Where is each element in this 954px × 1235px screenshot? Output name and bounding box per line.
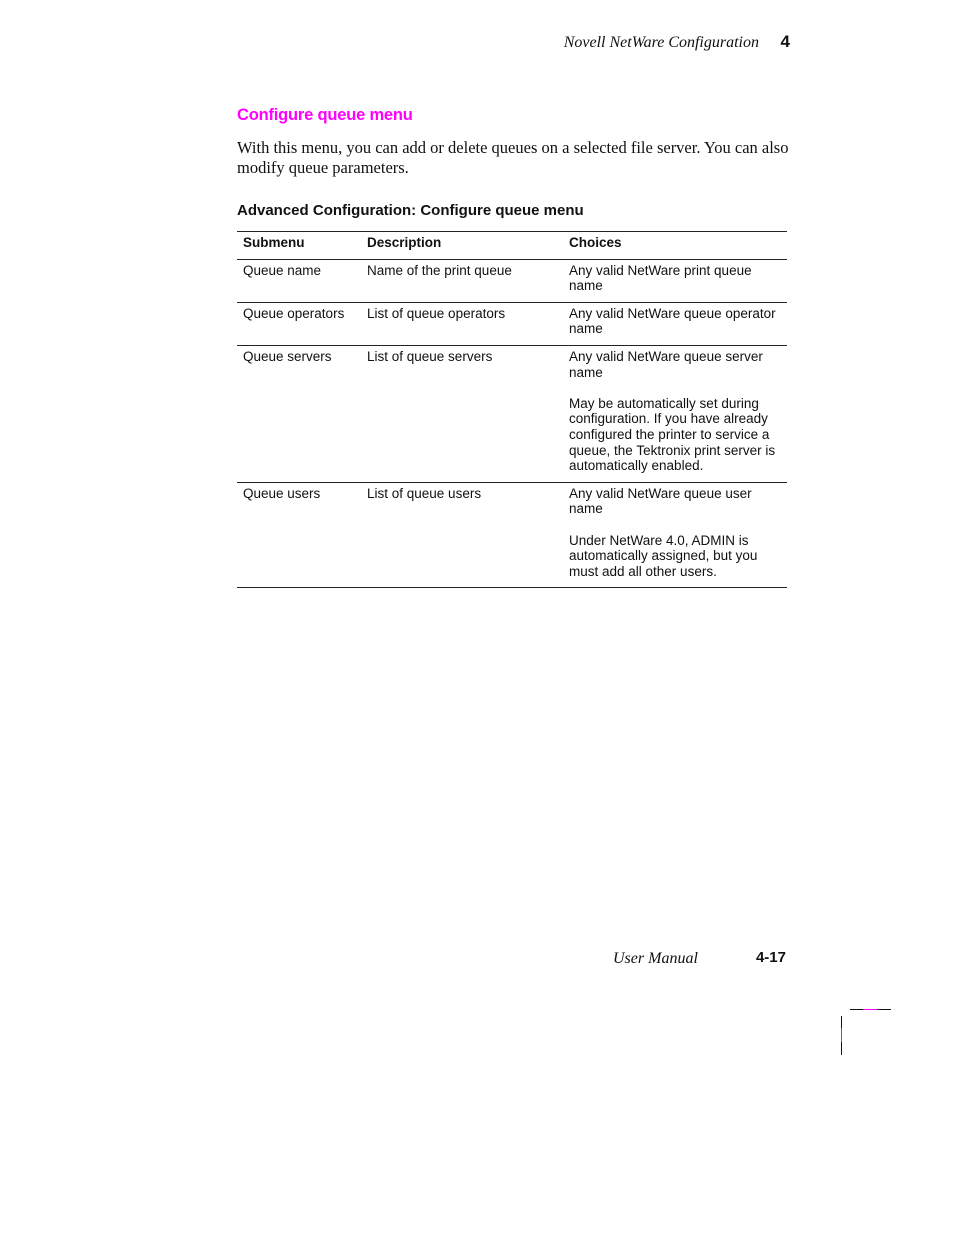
submenu-cell: Queue users: [237, 482, 361, 588]
table-row: [237, 482, 787, 588]
choice-text: Any valid NetWare queue operator name: [569, 305, 776, 337]
table-row: [237, 259, 787, 302]
description-cell: List of queue servers: [361, 345, 563, 482]
running-foot-title: User Manual: [613, 950, 698, 967]
table-caption: Advanced Configuration: Configure queue menu: [237, 202, 584, 219]
choices-cell: [563, 345, 787, 482]
configure-queue-table: [237, 231, 787, 588]
running-foot: [560, 948, 788, 972]
paragraph-gap: [569, 380, 781, 396]
choices-cell: [563, 482, 787, 588]
table-row: [237, 345, 787, 482]
choices-cell: [563, 302, 787, 345]
choice-note: Under NetWare 4.0, ADMIN is automatically assigned, but you must add all other users.: [569, 532, 758, 579]
description-cell: Name of the print queue: [361, 259, 563, 302]
submenu-cell: Queue name: [237, 259, 361, 302]
header-description: Description: [361, 232, 563, 260]
choice-text: Any valid NetWare queue user name: [569, 485, 752, 517]
choice-note: May be automatically set during configuration. If you have already configured the printer to service a queue, the Tektronix print server is automatically enabled.: [569, 395, 776, 474]
choices-cell: [563, 259, 787, 302]
chapter-number: 4: [780, 32, 790, 51]
page-number: 4-17: [755, 949, 786, 966]
crop-marks: [836, 1004, 896, 1064]
header-submenu: Submenu: [237, 232, 361, 260]
paragraph-gap: [569, 517, 781, 533]
crop-mark-vertical-accent: [841, 1028, 842, 1042]
description-cell: List of queue users: [361, 482, 563, 588]
section-heading: Configure queue menu: [237, 106, 413, 124]
running-head-title: Novell NetWare Configuration: [563, 34, 759, 51]
header-choices: Choices: [563, 232, 787, 260]
submenu-cell: Queue operators: [237, 302, 361, 345]
crop-mark-horizontal-accent: [863, 1009, 877, 1010]
choice-text: Any valid NetWare print queue name: [569, 262, 752, 294]
table-row: [237, 302, 787, 345]
table-header-row: [237, 232, 787, 260]
intro-paragraph: With this menu, you can add or delete queues on a selected file server. You can also modify queue parameters.: [237, 138, 789, 177]
running-head: [540, 32, 790, 56]
submenu-cell: Queue servers: [237, 345, 361, 482]
choice-text: Any valid NetWare queue server name: [569, 348, 763, 380]
description-cell: List of queue operators: [361, 302, 563, 345]
